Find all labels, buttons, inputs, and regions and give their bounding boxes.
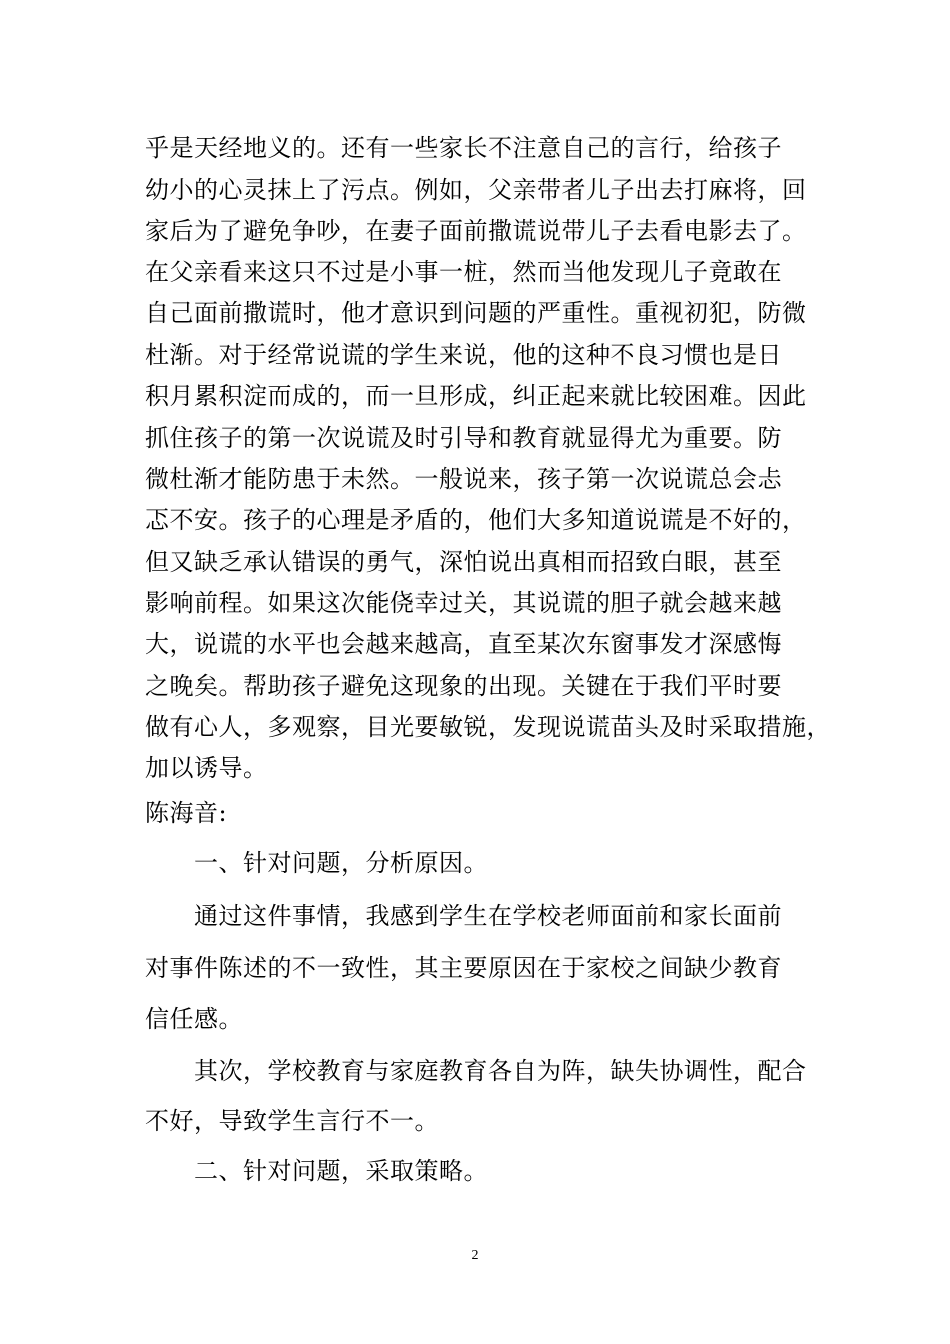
text-line: 自己面前撒谎时，他才意识到问题的严重性。重视初犯，防微 — [145, 299, 807, 327]
text-line: 在父亲看来这只不过是小事一桩，然而当他发现儿子竟敢在 — [145, 258, 782, 286]
speaker-name: 陈海音: — [145, 799, 228, 827]
text-line: 微杜渐才能防患于未然。一般说来，孩子第一次说谎总会忐 — [145, 465, 782, 493]
text-line: 杜渐。对于经常说谎的学生来说，他的这种不良习惯也是日 — [145, 341, 782, 369]
page-number: 2 — [471, 1248, 479, 1263]
text-line: 忑不安。孩子的心理是矛盾的，他们大多知道说谎是不好的， — [145, 506, 807, 534]
text-line: 乎是天经地义的。还有一些家长不注意自己的言行，给孩子 — [145, 134, 782, 162]
text-line: 加以诱导。 — [145, 754, 268, 782]
text-line: 对事件陈述的不一致性，其主要原因在于家校之间缺少教育 — [145, 954, 782, 982]
section-heading: 一、针对问题，分析原因。 — [194, 849, 488, 877]
text-line: 抓住孩子的第一次说谎及时引导和教育就显得尤为重要。防 — [145, 424, 782, 452]
text-line: 通过这件事情，我感到学生在学校老师面前和家长面前 — [194, 902, 782, 930]
text-line: 信任感。 — [145, 1005, 243, 1033]
text-line: 幼小的心灵抹上了污点。例如，父亲带者儿子出去打麻将，回 — [145, 176, 807, 204]
text-line: 影响前程。如果这次能侥幸过关，其说谎的胆子就会越来越 — [145, 589, 782, 617]
text-line: 之晚矣。帮助孩子避免这现象的出现。关键在于我们平时要 — [145, 672, 782, 700]
text-line: 积月累积淀而成的，而一旦形成，纠正起来就比较困难。因此 — [145, 382, 807, 410]
section-heading: 二、针对问题，采取策略。 — [194, 1157, 488, 1185]
text-line: 大，说谎的水平也会越来越高，直至某次东窗事发才深感悔 — [145, 630, 782, 658]
text-line: 其次，学校教育与家庭教育各自为阵，缺失协调性，配合 — [194, 1057, 807, 1085]
text-line: 但又缺乏承认错误的勇气，深怕说出真相而招致白眼，甚至 — [145, 548, 782, 576]
text-line: 不好，导致学生言行不一。 — [145, 1107, 439, 1135]
text-line: 家后为了避免争吵，在妻子面前撒谎说带儿子去看电影去了。 — [145, 217, 807, 245]
text-line: 做有心人，多观察，目光要敏锐，发现说谎苗头及时采取措施， — [145, 713, 831, 741]
